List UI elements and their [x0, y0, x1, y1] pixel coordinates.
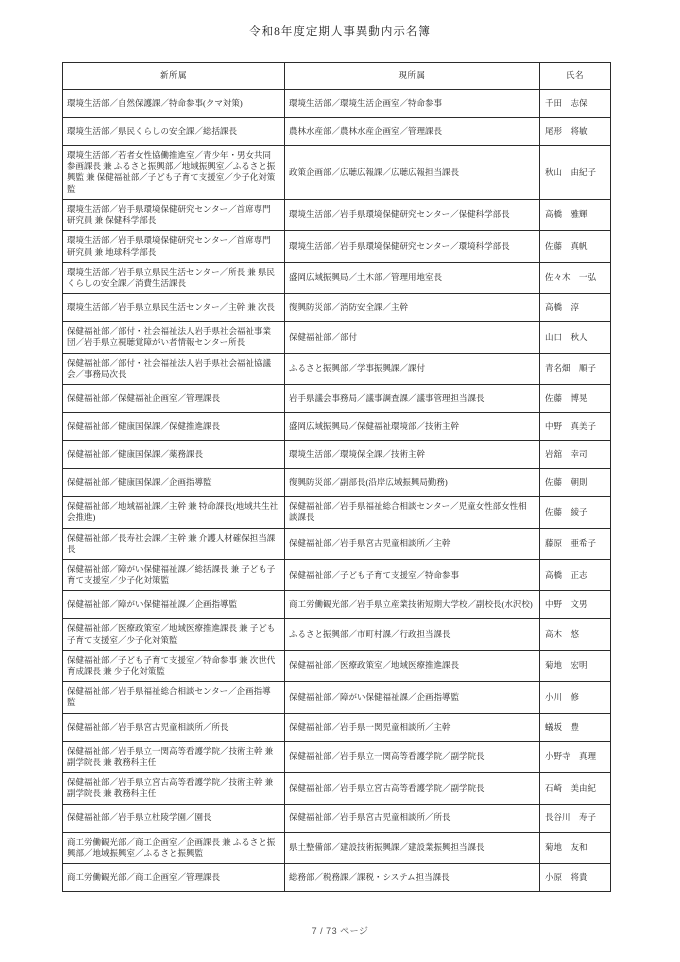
cell-new-affiliation: 保健福祉部／長寿社会課／主幹 兼 介護人材確保担当課長 [63, 528, 285, 559]
table-row [63, 528, 611, 559]
table-row [63, 497, 611, 528]
cell-current-affiliation: 保健福祉部／岩手県立一関高等看護学院／副学院長 [285, 741, 540, 772]
cell-current-affiliation: 保健福祉部／障がい保健福祉課／企画指導監 [285, 682, 540, 713]
column-header-name: 氏名 [540, 63, 611, 90]
cell-current-affiliation: 環境生活部／岩手県環境保健研究センター／保健科学部長 [285, 199, 540, 230]
cell-name: 藤原 亜希子 [540, 528, 611, 559]
cell-name: 高橋 正志 [540, 559, 611, 590]
cell-new-affiliation: 保健福祉部／健康国保課／保健推進課長 [63, 413, 285, 441]
cell-new-affiliation: 商工労働観光部／商工企画室／企画課長 兼 ふるさと振興部／地域振興室／ふるさと振興監 [63, 832, 285, 863]
cell-new-affiliation: 環境生活部／岩手県環境保健研究センター／首席専門研究員 兼 地球科学部長 [63, 231, 285, 262]
cell-new-affiliation: 保健福祉部／子ども子育て支援室／特命参事 兼 次世代育成課長 兼 少子化対策監 [63, 650, 285, 681]
table-row [63, 262, 611, 293]
cell-name: 小川 修 [540, 682, 611, 713]
cell-new-affiliation: 保健福祉部／障がい保健福祉課／総括課長 兼 子ども子育て支援室／少子化対策監 [63, 559, 285, 590]
cell-current-affiliation: 環境生活部／環境保全課／技術主幹 [285, 441, 540, 469]
table-row [63, 118, 611, 146]
cell-name: 小原 将貴 [540, 864, 611, 892]
cell-new-affiliation: 保健福祉部／岩手県立一関高等看護学院／技術主幹 兼 副学院長 兼 教務科主任 [63, 741, 285, 772]
cell-current-affiliation: 保健福祉部／部付 [285, 322, 540, 353]
cell-name: 千田 志保 [540, 90, 611, 118]
cell-current-affiliation: 岩手県議会事務局／議事調査課／議事管理担当課長 [285, 385, 540, 413]
table-row [63, 559, 611, 590]
cell-new-affiliation: 環境生活部／岩手県立県民生活センター／主幹 兼 次長 [63, 294, 285, 322]
cell-current-affiliation: 政策企画部／広聴広報課／広聴広報担当課長 [285, 146, 540, 200]
cell-current-affiliation: 県土整備部／建設技術振興課／建設業振興担当課長 [285, 832, 540, 863]
cell-new-affiliation: 保健福祉部／部付・社会福祉法人岩手県社会福祉協議会／事務局次長 [63, 353, 285, 384]
cell-current-affiliation: 環境生活部／岩手県環境保健研究センター／環境科学部長 [285, 231, 540, 262]
cell-name: 青名畑 順子 [540, 353, 611, 384]
cell-current-affiliation: 総務部／税務課／課税・システム担当課長 [285, 864, 540, 892]
cell-name: 高橋 雅輝 [540, 199, 611, 230]
table-row [63, 199, 611, 230]
cell-current-affiliation: 復興防災部／副部長(沿岸広域振興局勤務) [285, 469, 540, 497]
cell-current-affiliation: 保健福祉部／岩手県立宮古高等看護学院／副学院長 [285, 773, 540, 804]
page-title: 令和8年度定期人事異動内示名簿 [249, 26, 431, 38]
table-row [63, 741, 611, 772]
cell-new-affiliation: 環境生活部／岩手県環境保健研究センター／首席専門研究員 兼 保健科学部長 [63, 199, 285, 230]
table-row [63, 413, 611, 441]
cell-current-affiliation: 保健福祉部／岩手県宮古児童相談所／所長 [285, 804, 540, 832]
cell-name: 佐藤 朝則 [540, 469, 611, 497]
cell-current-affiliation: 盛岡広域振興局／保健福祉環境部／技術主幹 [285, 413, 540, 441]
table-header-row [63, 63, 611, 90]
table-row [63, 682, 611, 713]
table-row [63, 804, 611, 832]
cell-current-affiliation: 保健福祉部／岩手県一関児童相談所／主幹 [285, 713, 540, 741]
cell-new-affiliation: 保健福祉部／健康国保課／企画指導監 [63, 469, 285, 497]
table-row [63, 146, 611, 200]
cell-current-affiliation: 環境生活部／環境生活企画室／特命参事 [285, 90, 540, 118]
cell-name: 高橋 淳 [540, 294, 611, 322]
cell-new-affiliation: 環境生活部／岩手県立県民生活センター／所長 兼 県民くらしの安全課／消費生活課長 [63, 262, 285, 293]
cell-new-affiliation: 環境生活部／若者女性協働推進室／青少年・男女共同参画課長 兼 ふるさと振興部／地域振興室／ふるさと振興監 兼 保健福祉部／子ども子育て支援室／少子化対策監 [63, 146, 285, 200]
cell-name: 秋山 由紀子 [540, 146, 611, 200]
table-row [63, 469, 611, 497]
cell-current-affiliation: ふるさと振興部／学事振興課／課付 [285, 353, 540, 384]
cell-new-affiliation: 環境生活部／県民くらしの安全課／総括課長 [63, 118, 285, 146]
table-row [63, 832, 611, 863]
cell-new-affiliation: 環境生活部／自然保護課／特命参事(クマ対策) [63, 90, 285, 118]
cell-name: 佐藤 博晃 [540, 385, 611, 413]
table-body [63, 90, 611, 892]
table-row [63, 713, 611, 741]
cell-name: 中野 真美子 [540, 413, 611, 441]
cell-current-affiliation: 商工労働観光部／岩手県立産業技術短期大学校／副校長(水沢校) [285, 591, 540, 619]
cell-new-affiliation: 保健福祉部／地域福祉課／主幹 兼 特命課長(地域共生社会推進) [63, 497, 285, 528]
table-row [63, 864, 611, 892]
table-row [63, 322, 611, 353]
cell-name: 佐々木 一弘 [540, 262, 611, 293]
cell-new-affiliation: 保健福祉部／健康国保課／薬務課長 [63, 441, 285, 469]
cell-new-affiliation: 保健福祉部／部付・社会福祉法人岩手県社会福祉事業団／岩手県立視聴覚障がい者情報センター所長 [63, 322, 285, 353]
table-row [63, 441, 611, 469]
cell-new-affiliation: 保健福祉部／保健福祉企画室／管理課長 [63, 385, 285, 413]
column-header-current-affiliation: 現所属 [285, 63, 540, 90]
cell-name: 中野 文男 [540, 591, 611, 619]
cell-name: 蟻坂 豊 [540, 713, 611, 741]
table-row [63, 294, 611, 322]
table-row [63, 385, 611, 413]
cell-new-affiliation: 保健福祉部／障がい保健福祉課／企画指導監 [63, 591, 285, 619]
table-row [63, 773, 611, 804]
cell-current-affiliation: 盛岡広域振興局／土木部／管理用地室長 [285, 262, 540, 293]
cell-new-affiliation: 保健福祉部／医療政策室／地域医療推進課長 兼 子ども子育て支援室／少子化対策監 [63, 619, 285, 650]
cell-new-affiliation: 保健福祉部／岩手県立杜陵学園／園長 [63, 804, 285, 832]
cell-current-affiliation: 保健福祉部／医療政策室／地域医療推進課長 [285, 650, 540, 681]
table-row [63, 650, 611, 681]
cell-name: 佐藤 真帆 [540, 231, 611, 262]
table-row [63, 231, 611, 262]
cell-new-affiliation: 保健福祉部／岩手県宮古児童相談所／所長 [63, 713, 285, 741]
table-row [63, 591, 611, 619]
column-header-new-affiliation: 新所属 [63, 63, 285, 90]
table-row [63, 90, 611, 118]
cell-current-affiliation: ふるさと振興部／市町村課／行政担当課長 [285, 619, 540, 650]
cell-new-affiliation: 保健福祉部／岩手県立宮古高等看護学院／技術主幹 兼 副学院長 兼 教務科主任 [63, 773, 285, 804]
cell-current-affiliation: 復興防災部／消防安全課／主幹 [285, 294, 540, 322]
cell-name: 山口 秋人 [540, 322, 611, 353]
cell-new-affiliation: 商工労働観光部／商工企画室／管理課長 [63, 864, 285, 892]
personnel-transfer-table [62, 62, 611, 892]
table-row [63, 619, 611, 650]
cell-name: 小野寺 真理 [540, 741, 611, 772]
cell-current-affiliation: 保健福祉部／子ども子育て支援室／特命参事 [285, 559, 540, 590]
cell-name: 尾形 将敏 [540, 118, 611, 146]
cell-name: 菊地 友和 [540, 832, 611, 863]
cell-current-affiliation: 農林水産部／農林水産企画室／管理課長 [285, 118, 540, 146]
cell-name: 岩舘 幸司 [540, 441, 611, 469]
cell-name: 石崎 美由紀 [540, 773, 611, 804]
page-number: 7 / 73 ページ [311, 926, 369, 936]
cell-name: 長谷川 寿子 [540, 804, 611, 832]
cell-name: 佐藤 綾子 [540, 497, 611, 528]
cell-name: 高木 悠 [540, 619, 611, 650]
cell-current-affiliation: 保健福祉部／岩手県福祉総合相談センター／児童女性部女性相談課長 [285, 497, 540, 528]
cell-name: 菊地 宏明 [540, 650, 611, 681]
cell-current-affiliation: 保健福祉部／岩手県宮古児童相談所／主幹 [285, 528, 540, 559]
table-row [63, 353, 611, 384]
cell-new-affiliation: 保健福祉部／岩手県福祉総合相談センター／企画指導監 [63, 682, 285, 713]
